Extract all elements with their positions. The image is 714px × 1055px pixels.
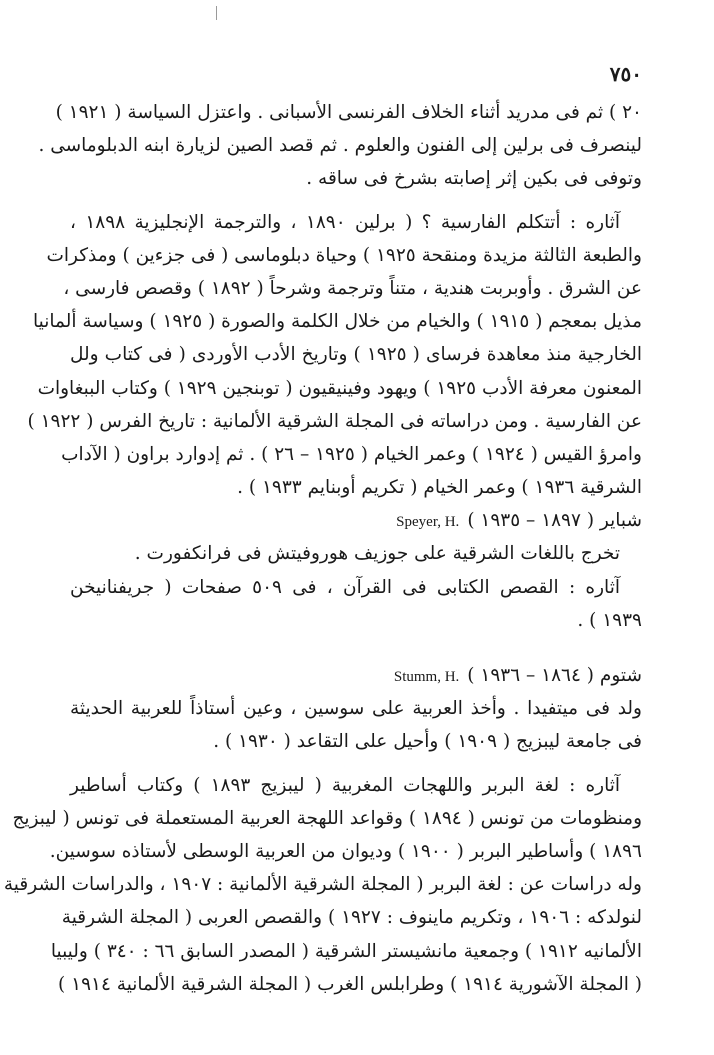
page-number: ٧٥٠: [609, 62, 642, 86]
entry-name-arabic: شباير ( ١٨٩٧ – ١٩٣٥ ): [467, 510, 642, 532]
text-line: مذيل بمعجم ( ١٩١٥ ) والخيام من خلال الكلمة والصورة ( ١٩٢٥ ) وسياسة ألمانيا: [33, 311, 642, 333]
text-line: آثاره : أتتكلم الفارسية ؟ ( برلين ١٨٩٠ ، والترجمة الإنجليزية ١٨٩٨ ،: [70, 211, 620, 233]
text-line: عن الشرق . وأوبربت هندية ، متناً وترجمة وشرحاً ( ١٨٩٢ ) وقصص فارسى ،: [63, 277, 642, 299]
entry-heading: [70, 659, 642, 692]
text-line: ولد فى ميتفيدا . وأخذ العربية على سوسين ، وعين أستاذاً للعربية الحديثة: [70, 698, 642, 720]
text-line: وامرؤ القيس ( ١٩٢٤ ) وعمر الخيام ( ١٩٢٥ – ٢٦ ) . ثم إدوارد براون ( الآداب: [61, 443, 642, 465]
entry-name-arabic: شتوم ( ١٨٦٤ – ١٩٣٦ ): [467, 665, 642, 686]
text-line: المعنون معرفة الأدب ١٩٢٥ ) ويهود وفينيقيون ( توبنجين ١٩٢٩ ) وكتاب الببغاوات: [37, 377, 642, 399]
text-line: والطبعة الثالثة مزيدة ومنقحة ١٩٢٥ ) وحياة دبلوماسى ( فى جزءين ) ومذكرات: [46, 244, 642, 266]
text-line: لينصرف فى برلين إلى الفنون والعلوم . ثم قصد الصين لزيارة ابنه الدبلوماسى .: [38, 135, 642, 157]
page-body: [3, 96, 642, 1001]
scan-crop-mark: [216, 6, 217, 20]
text-line: وتوفى فى بكين إثر إصابته بشرخ فى ساقه .: [306, 168, 642, 190]
entry-heading: [70, 504, 642, 537]
text-line: الألمانيه ١٩١٢ ) وجمعية مانشيستر الشرقية ( المصدر السابق ٦٦ : ٣٤٠ ) وليبيا: [50, 940, 642, 962]
text-line: آثاره : القصص الكتابى فى القرآن ، فى ٥٠٩ صفحات ( جريفنانيخن: [70, 576, 620, 598]
text-line: الشرقية ١٩٣٦ ) وعمر الخيام ( تكريم أوبنايم ١٩٣٣ ) .: [237, 477, 642, 499]
text-line: ٢٠ ) ثم فى مدريد أثناء الخلاف الفرنسى الأسبانى . واعتزل السياسة ( ١٩٢١ ): [55, 102, 642, 123]
text-line: آثاره : لغة البربر واللهجات المغربية ( ليبزيج ١٨٩٣ ) وكتاب أساطير: [70, 774, 620, 796]
entry-name-latin: Speyer, H.: [396, 514, 460, 531]
text-line: وله دراسات عن : لغة البربر ( المجلة الشرقية الألمانية : ١٩٠٧ ، والدراسات الشرقية: [3, 874, 642, 896]
text-line: تخرج باللغات الشرقية على جوزيف هوروفيتش فى فرانكفورت .: [134, 543, 620, 565]
text-line: عن الفارسية . ومن دراساته فى المجلة الشرقية الألمانية : تاريخ الفرس ( ١٩٢٢ ): [27, 410, 642, 432]
text-line: الخارجية منذ معاهدة فرساى ( ١٩٢٥ ) وتاريخ الأدب الأوردى ( فى كتاب ولل: [70, 344, 642, 366]
text-line: ١٨٩٦ ) وأساطير البربر ( ١٩٠٠ ) وديوان من العربية الوسطى لأستاذه سوسين.: [49, 840, 642, 862]
text-line: لنولدكه : ١٩٠٦ ، وتكريم ماينوف : ١٩٢٧ ) والقصص العربى ( المجلة الشرقية: [61, 907, 642, 929]
text-line: ١٩٣٩ ) .: [577, 609, 642, 631]
entry-name-latin: Stumm, H.: [393, 669, 460, 685]
text-line: ( المجلة الآشورية ١٩١٤ ) وطرابلس الغرب ( المجلة الشرقية الألمانية ١٩١٤ ): [58, 973, 642, 995]
text-line: ومنظومات من تونس ( ١٨٩٤ ) وقواعد اللهجة العربية المستعملة فى تونس ( ليبزيج: [12, 807, 642, 829]
text-line: فى جامعة ليبزيج ( ١٩٠٩ ) وأحيل على التقاعد ( ١٩٣٠ ) .: [213, 731, 642, 753]
